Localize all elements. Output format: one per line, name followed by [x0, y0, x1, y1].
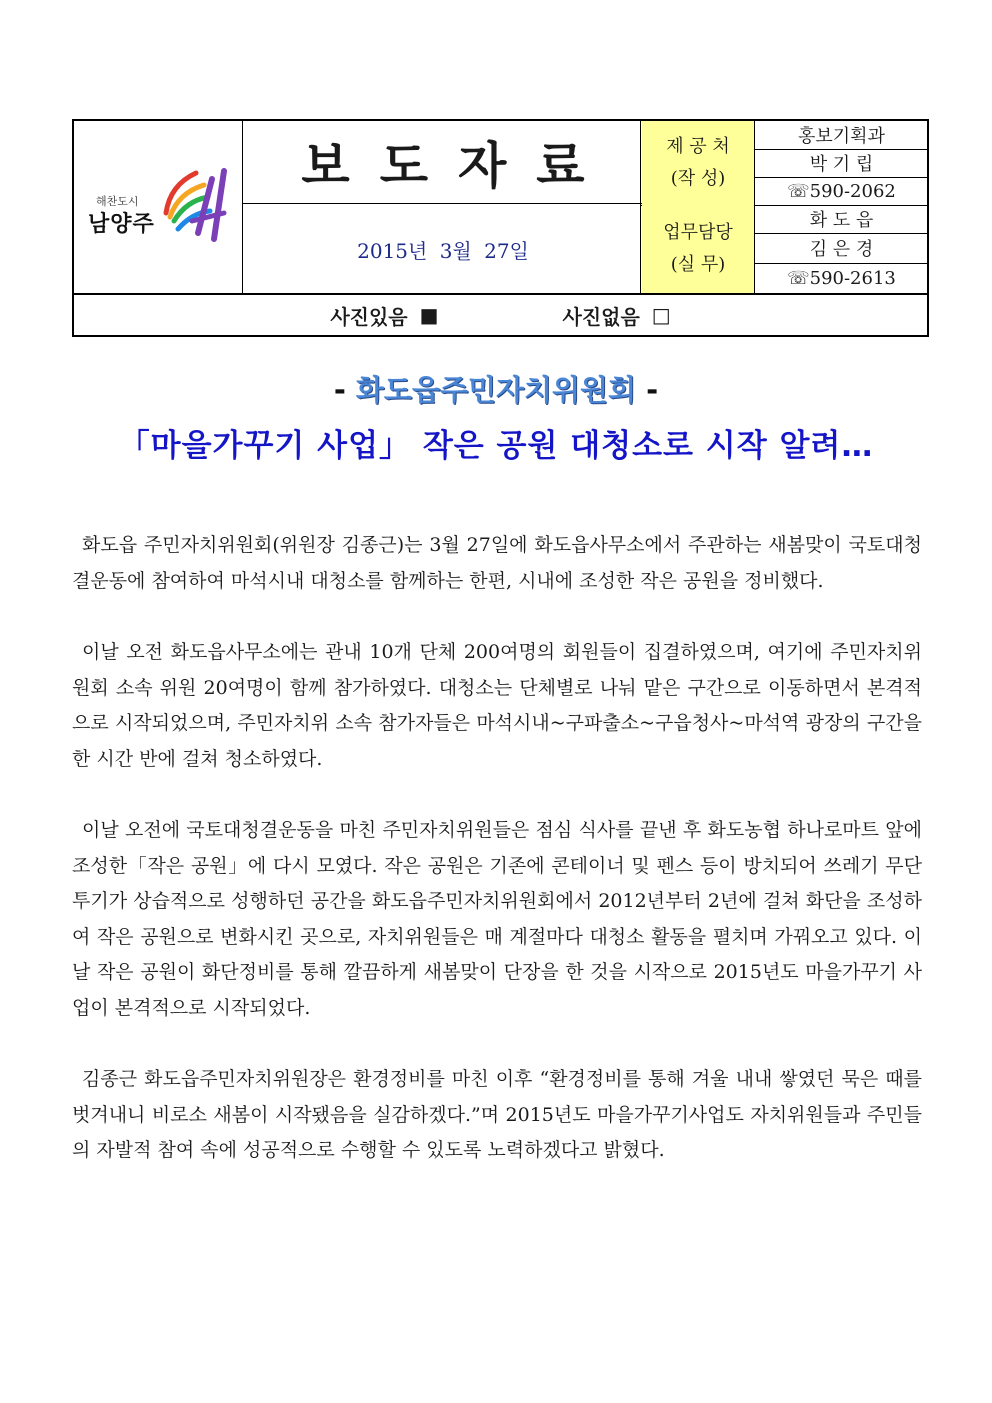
logo-city-name: 남양주 [88, 212, 155, 237]
divider [242, 121, 243, 293]
duty-label [642, 205, 754, 293]
photo-no-label: 사진없음 [562, 304, 640, 329]
duty-label-line-1: 업무담당 [663, 222, 733, 243]
provider-name: 박 기 립 [809, 154, 874, 175]
provider-phone: ☏590-2062 [787, 180, 896, 202]
document-title: 보도자료 [301, 137, 615, 195]
release-date: 2015년 3월 27일 [357, 238, 529, 263]
press-release-header [72, 119, 929, 337]
photo-yes-checkbox: ■ [419, 303, 439, 327]
duty-phone: ☏590-2613 [787, 267, 896, 289]
sub-headline [0, 368, 992, 409]
sub-headline-dash-right: - [646, 373, 659, 407]
photo-status-row [74, 293, 927, 337]
provider-label [642, 121, 754, 205]
duty-department: 화 도 읍 [809, 210, 874, 231]
photo-no-checkbox: □ [651, 303, 671, 327]
main-headline: 「마을가꾸기 사업」 작은 공원 대청소로 시작 알려… [118, 428, 874, 464]
provider-department: 홍보기획과 [798, 126, 885, 147]
divider [640, 121, 641, 293]
photo-yes-label: 사진있음 [330, 304, 408, 329]
provider-label-line-1: 제 공 처 [666, 136, 730, 157]
logo-tagline: 해찬도시 [96, 195, 139, 208]
duty-name: 김 은 경 [809, 239, 874, 260]
paragraph: 화도읍 주민자치위원회(위원장 김종근)는 3월 27일에 화도읍사무소에서 주관하는 새봄맞이 국토대청결운동에 참여하여 마석시내 대청소를 함께하는 한편, 시내에 조성한 작은 공원을 정비했다. [72, 534, 922, 592]
paragraph: 김종근 화도읍주민자치위원장은 환경정비를 마친 이후 “환경정비를 통해 겨울 내내 쌓였던 묵은 때를 벗겨내니 비로소 새봄이 시작됐음을 실감하겠다.”며 2015년도 마을가꾸기사업도 자치위원들과 주민들의 자발적 참여 속에 성공적으로 수행할 수 있도록 노력하겠다고 밝혔다. [72, 1068, 922, 1161]
provider-label-line-2: (작 성) [670, 168, 726, 189]
sub-headline-text: 화도읍주민자치위원회 [355, 373, 637, 407]
namyangju-logo [74, 121, 242, 293]
sub-headline-dash-left: - [333, 373, 346, 407]
paragraph: 이날 오전에 국토대청결운동을 마친 주민자치위원들은 점심 식사를 끝낸 후 화도농협 하나로마트 앞에 조성한「작은 공원」에 다시 모였다. 작은 공원은 기존에 콘테이너 및 펜스 등이 방치되어 쓰레기 무단투기가 상습적으로 성행하던 공간을 화도읍주민자치위원회에서 2012년부터 2년에 걸쳐 화단을 조성하여 작은 공원으로 변화시킨 곳으로, 자치위원들은 매 계절마다 대청소 활동을 펼치며 가꿔오고 있다. 이날 작은 공원이 화단정비를 통해 깔끔하게 새봄맞이 단장을 한 것을 시작으로 2015년도 마을가꾸기 사업이 본격적으로 시작되었다. [72, 819, 922, 1019]
paragraph: 이날 오전 화도읍사무소에는 관내 10개 단체 200여명의 회원들이 집결하였으며, 여기에 주민자치위원회 소속 위원 20여명이 함께 참가하였다. 대청소는 단체별로 나눠 맡은 구간으로 이동하면서 본격적으로 시작되었으며, 주민자치위 소속 참가자들은 마석시내~구파출소~구읍청사~마석역 광장의 구간을 한 시간 반에 걸쳐 청소하였다. [72, 641, 922, 770]
duty-label-line-2: (실 무) [670, 254, 726, 275]
divider [242, 203, 642, 204]
article-body [72, 528, 922, 1205]
